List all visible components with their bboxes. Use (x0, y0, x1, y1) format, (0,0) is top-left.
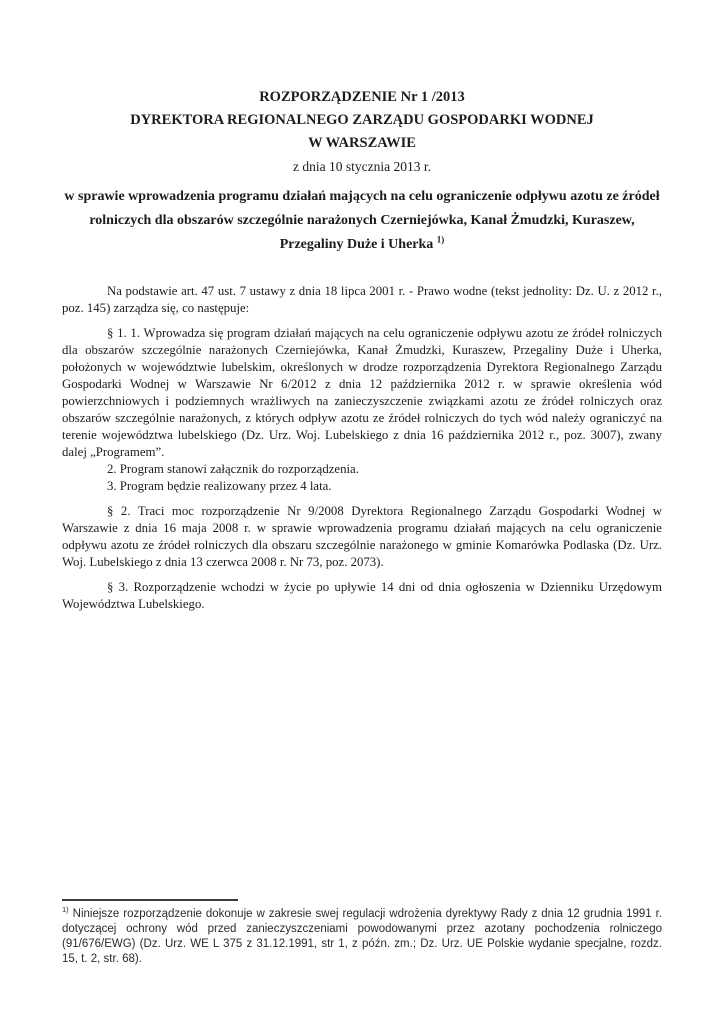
document-header (62, 86, 662, 178)
footnote-separator (62, 899, 238, 901)
date-line: z dnia 10 stycznia 2013 r. (293, 159, 431, 174)
subject-block (62, 185, 662, 257)
section-3-paragraph: § 3. Rozporządzenie wchodzi w życie po upływie 14 dni od dnia ogłoszenia w Dzienniku Urzędowym Województwa Lubelskiego. (62, 580, 662, 611)
section-1-paragraph: § 1. 1. Wprowadza się program działań mających na celu ograniczenie odpływu azotu ze źródeł rolniczych dla obszarów szczególnie narażonych Czerniejówka, Kanał Żmudzki, Kuraszew, Przegaliny Duże i Uherka, położonych w województwie lubelskim, określonych w drodze rozporządzenia Dyrektora Regionalnego Zarządu Gospodarki Wodnej w Warszawie Nr 6/2012 z dnia 12 października 2012 r. w sprawie określenia wód powierzchniowych i podziemnych wrażliwych na zanieczyszczenie związkami azotu ze źródeł rolniczych oraz obszarów szczególnie narażonych, z których odpływ azotu ze źródeł rolniczych do tych wód należy ograniczyć na terenie województwa lubelskiego (Dz. Urz. Woj. Lubelskiego z dnia 16 października 2012 r., poz. 3007), zwany dalej „Programem”. (62, 326, 662, 459)
footnote-ref: 1) (62, 905, 69, 915)
subject-text: w sprawie wprowadzenia programu działań mających na celu ograniczenie odpływu azotu ze źródeł rolniczych dla obszarów szczególnie narażonych Czerniejówka, Kanał Żmudzki, Kuraszew, Przegaliny Duże i Uherka (64, 189, 660, 252)
title-line-2: DYREKTORA REGIONALNEGO ZARZĄDU GOSPODARKI WODNEJ (130, 112, 594, 128)
footnote-block (62, 899, 662, 967)
title-line-1: ROZPORZĄDZENIE Nr 1 /2013 (259, 89, 465, 105)
document-body (62, 283, 662, 613)
title-line-3: W WARSZAWIE (308, 135, 416, 151)
footnote-paragraph (62, 907, 662, 967)
section-2-paragraph: § 2. Traci moc rozporządzenie Nr 9/2008 Dyrektora Regionalnego Zarządu Gospodarki Wodnej w Warszawie z dnia 16 maja 2008 r. w sprawie wprowadzenia programu działań mających na celu ograniczenie odpływu azotu ze źródeł rolniczych dla obszaru szczególnie narażonego w gminie Komarówka Podlaska (Dz. Urz. Woj. Lubelskiego z dnia 13 czerwca 2008 r. Nr 73, poz. 2073). (62, 504, 662, 569)
subject-footnote-ref: 1) (436, 234, 445, 245)
document-content (62, 86, 662, 613)
intro-paragraph: Na podstawie art. 47 ust. 7 ustawy z dnia 18 lipca 2001 r. - Prawo wodne (tekst jednolity: Dz. U. z 2012 r., poz. 145) zarządza się, co następuje: (62, 284, 662, 315)
footnote-text: Niniejsze rozporządzenie dokonuje w zakresie swej regulacji wdrożenia dyrektywy Rady z dnia 12 grudnia 1991 r. dotyczącej ochrony wód przed zanieczyszczeniami powodowanymi przez azotany pochodzenia rolniczego (91/676/EWG) (Dz. Urz. WE L 375 z 31.12.1991, str 1, z późn. zm.; Dz. Urz. UE Polskie wydanie specjalne, rozdz. 15, t. 2, str. 68). (62, 908, 662, 965)
section-1-item-3: 3. Program będzie realizowany przez 4 lata. (107, 479, 332, 493)
section-1-item-2: 2. Program stanowi załącznik do rozporządzenia. (107, 462, 359, 476)
